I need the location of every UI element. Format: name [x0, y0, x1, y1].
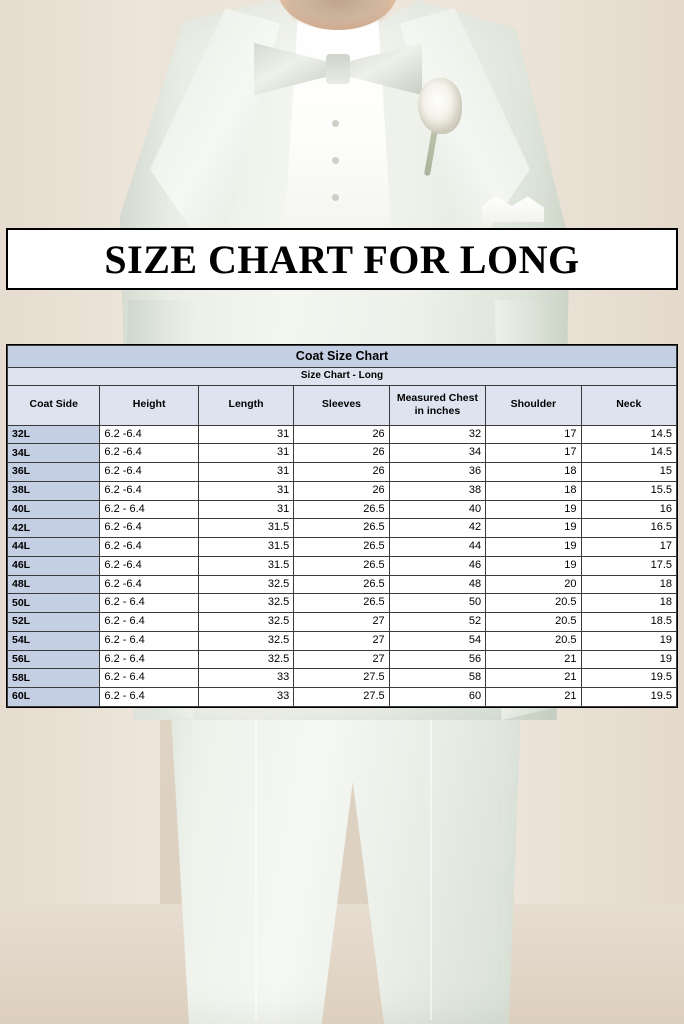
cell-height: 6.2 - 6.4	[100, 594, 198, 613]
cell-length: 32.5	[198, 613, 293, 632]
cell-chest: 44	[389, 538, 485, 557]
table-row	[8, 556, 677, 575]
table-row	[8, 538, 677, 557]
cell-height: 6.2 -6.4	[100, 519, 198, 538]
table-row	[8, 575, 677, 594]
coat-size-chart-table	[7, 345, 677, 707]
cell-chest: 32	[389, 425, 485, 444]
title-banner	[6, 228, 678, 290]
cell-shoulder: 21	[486, 650, 581, 669]
cell-length: 31.5	[198, 556, 293, 575]
cell-neck: 18	[581, 594, 676, 613]
cell-neck: 16	[581, 500, 676, 519]
cell-neck: 18.5	[581, 613, 676, 632]
column-header-sleeves: Sleeves	[294, 385, 389, 425]
cell-sleeves: 26	[294, 425, 389, 444]
cell-sleeves: 26.5	[294, 556, 389, 575]
cell-sleeves: 27.5	[294, 669, 389, 688]
cell-height: 6.2 - 6.4	[100, 613, 198, 632]
size-chart-container	[6, 344, 678, 708]
cell-sleeves: 27	[294, 613, 389, 632]
cell-neck: 16.5	[581, 519, 676, 538]
cell-size: 60L	[8, 688, 100, 707]
cell-neck: 17.5	[581, 556, 676, 575]
cell-sleeves: 26.5	[294, 594, 389, 613]
cell-sleeves: 27	[294, 650, 389, 669]
table-row	[8, 444, 677, 463]
column-header-height: Height	[100, 385, 198, 425]
bow-tie-knot	[326, 54, 350, 84]
cell-shoulder: 17	[486, 444, 581, 463]
cell-neck: 19	[581, 631, 676, 650]
cell-size: 48L	[8, 575, 100, 594]
table-row	[8, 650, 677, 669]
table-row	[8, 500, 677, 519]
table-row	[8, 425, 677, 444]
cell-shoulder: 21	[486, 669, 581, 688]
cell-shoulder: 20	[486, 575, 581, 594]
cell-length: 32.5	[198, 575, 293, 594]
cell-chest: 40	[389, 500, 485, 519]
cell-size: 44L	[8, 538, 100, 557]
cell-chest: 38	[389, 481, 485, 500]
table-row	[8, 594, 677, 613]
shirt-stud	[332, 194, 339, 201]
cell-shoulder: 21	[486, 688, 581, 707]
bow-tie	[254, 38, 422, 100]
bow-tie-left-wing	[254, 38, 328, 100]
cell-height: 6.2 - 6.4	[100, 631, 198, 650]
shirt-stud	[332, 120, 339, 127]
cell-chest: 58	[389, 669, 485, 688]
cell-length: 33	[198, 669, 293, 688]
cell-height: 6.2 - 6.4	[100, 500, 198, 519]
column-header-coat-side: Coat Side	[8, 385, 100, 425]
cell-size: 42L	[8, 519, 100, 538]
cell-height: 6.2 -6.4	[100, 556, 198, 575]
cell-shoulder: 18	[486, 463, 581, 482]
table-header-row	[8, 385, 677, 425]
table-row	[8, 613, 677, 632]
cell-neck: 19	[581, 650, 676, 669]
table-row	[8, 519, 677, 538]
cell-height: 6.2 - 6.4	[100, 669, 198, 688]
cell-shoulder: 20.5	[486, 631, 581, 650]
shirt-studs	[332, 120, 340, 231]
cell-neck: 15.5	[581, 481, 676, 500]
column-header-measured-chest: Measured Chest in inches	[389, 385, 485, 425]
cell-sleeves: 26.5	[294, 519, 389, 538]
cell-sleeves: 26.5	[294, 500, 389, 519]
cell-chest: 46	[389, 556, 485, 575]
cell-chest: 52	[389, 613, 485, 632]
cell-size: 38L	[8, 481, 100, 500]
cell-length: 31.5	[198, 538, 293, 557]
cell-length: 32.5	[198, 650, 293, 669]
cell-height: 6.2 -6.4	[100, 575, 198, 594]
cell-length: 33	[198, 688, 293, 707]
cell-neck: 19.5	[581, 688, 676, 707]
cell-chest: 60	[389, 688, 485, 707]
table-title-row	[8, 346, 677, 368]
cell-neck: 18	[581, 575, 676, 594]
cell-sleeves: 27	[294, 631, 389, 650]
cell-height: 6.2 -6.4	[100, 463, 198, 482]
cell-height: 6.2 -6.4	[100, 481, 198, 500]
table-row	[8, 688, 677, 707]
cell-shoulder: 18	[486, 481, 581, 500]
cell-neck: 14.5	[581, 444, 676, 463]
cell-size: 50L	[8, 594, 100, 613]
boutonniere-rose-icon	[418, 78, 462, 134]
cell-size: 54L	[8, 631, 100, 650]
cell-shoulder: 19	[486, 556, 581, 575]
cell-height: 6.2 - 6.4	[100, 688, 198, 707]
cell-size: 32L	[8, 425, 100, 444]
cell-chest: 50	[389, 594, 485, 613]
column-header-shoulder: Shoulder	[486, 385, 581, 425]
cell-length: 31.5	[198, 519, 293, 538]
cell-size: 46L	[8, 556, 100, 575]
cell-length: 31	[198, 481, 293, 500]
table-subtitle-row	[8, 368, 677, 386]
cell-sleeves: 26	[294, 463, 389, 482]
cell-shoulder: 19	[486, 538, 581, 557]
cell-size: 52L	[8, 613, 100, 632]
cell-size: 58L	[8, 669, 100, 688]
cell-size: 36L	[8, 463, 100, 482]
backdrop-floor	[0, 904, 684, 1024]
cell-chest: 56	[389, 650, 485, 669]
column-header-length: Length	[198, 385, 293, 425]
cell-height: 6.2 -6.4	[100, 538, 198, 557]
bow-tie-right-wing	[348, 38, 422, 100]
cell-length: 31	[198, 444, 293, 463]
cell-length: 31	[198, 463, 293, 482]
cell-sleeves: 27.5	[294, 688, 389, 707]
cell-chest: 42	[389, 519, 485, 538]
cell-sleeves: 26.5	[294, 538, 389, 557]
shirt-stud	[332, 157, 339, 164]
cell-height: 6.2 -6.4	[100, 444, 198, 463]
cell-size: 34L	[8, 444, 100, 463]
cell-chest: 48	[389, 575, 485, 594]
cell-sleeves: 26	[294, 444, 389, 463]
table-row	[8, 481, 677, 500]
page-title: SIZE CHART FOR LONG	[104, 236, 580, 282]
cell-shoulder: 19	[486, 500, 581, 519]
cell-neck: 17	[581, 538, 676, 557]
table-subtitle: Size Chart - Long	[8, 368, 677, 386]
cell-shoulder: 19	[486, 519, 581, 538]
cell-length: 32.5	[198, 631, 293, 650]
cell-length: 31	[198, 500, 293, 519]
cell-shoulder: 20.5	[486, 613, 581, 632]
cell-neck: 19.5	[581, 669, 676, 688]
table-title: Coat Size Chart	[8, 346, 677, 368]
cell-chest: 34	[389, 444, 485, 463]
table-row	[8, 463, 677, 482]
cell-height: 6.2 - 6.4	[100, 650, 198, 669]
cell-chest: 54	[389, 631, 485, 650]
cell-length: 32.5	[198, 594, 293, 613]
table-row	[8, 631, 677, 650]
cell-size: 56L	[8, 650, 100, 669]
column-header-neck: Neck	[581, 385, 676, 425]
table-row	[8, 669, 677, 688]
cell-shoulder: 17	[486, 425, 581, 444]
cell-sleeves: 26	[294, 481, 389, 500]
cell-chest: 36	[389, 463, 485, 482]
cell-shoulder: 20.5	[486, 594, 581, 613]
cell-length: 31	[198, 425, 293, 444]
cell-height: 6.2 -6.4	[100, 425, 198, 444]
cell-neck: 14.5	[581, 425, 676, 444]
cell-neck: 15	[581, 463, 676, 482]
cell-sleeves: 26.5	[294, 575, 389, 594]
cell-size: 40L	[8, 500, 100, 519]
